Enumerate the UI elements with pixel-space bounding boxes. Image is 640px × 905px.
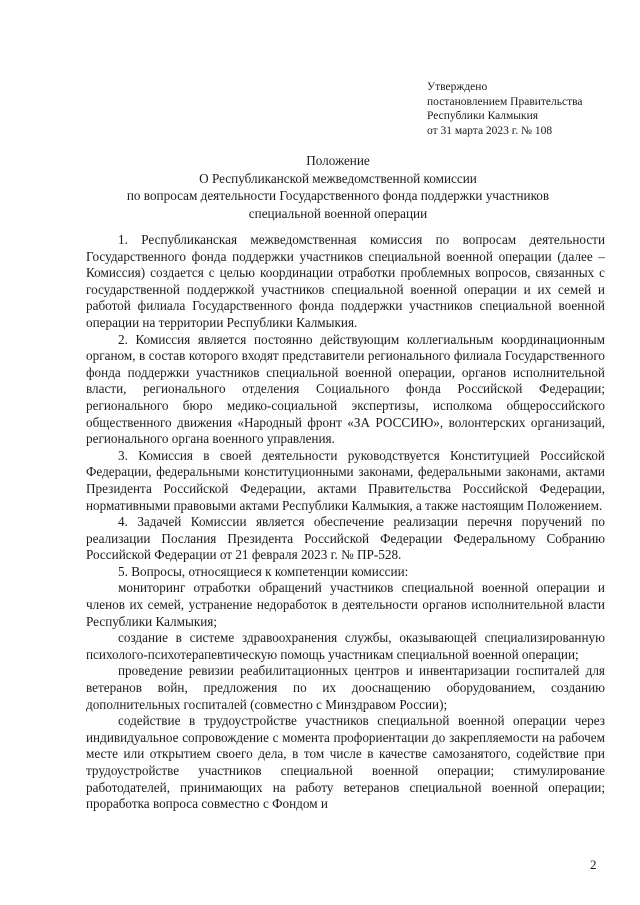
paragraph-hospitals: проведение ревизии реабилитационных центров и инвентаризации госпиталей для ветеранов войн, предложения по их дооснащению оборудованием, созданию дополнительных госпиталей (совместно с Минздравом России);	[86, 663, 605, 712]
paragraph-4: 4. Задачей Комиссии является обеспечение реализации перечня поручений по реализации Послания Президента Российской Федерации Федеральному Собранию Российской Федерации от 21 февраля 2023 г. № ПР-528.	[86, 514, 605, 563]
paragraph-2: 2. Комиссия является постоянно действующим коллегиальным координационным органом, в состав которого входят представители регионального филиала Государственного фонда поддержки участников специальной военной операции, органов исполнительной власти, регионального отделения Социального фонда Российской Федерации; регионального бюро медико-социальной экспертизы, исполкома общероссийского общественного движения «Народный фронт «ЗА РОССИЮ», волонтерских организаций, регионального органа военного управления.	[86, 331, 605, 447]
paragraph-employment: содействие в трудоустройстве участников специальной военной операции через индивидуальное сопровождение с момента профориентации до закрепляемости на рабочем месте или открытием своего дела, в том числе в качестве самозанятого, содействие при трудоустройстве участников специальной военной операции; стимулирование работодателей, принимающих на работу ветеранов специальной военной операции; проработка вопроса совместно с Фондом и	[86, 713, 605, 812]
title-line: по вопросам деятельности Государственного фонда поддержки участников	[126, 188, 550, 203]
approval-line: Утверждено	[427, 81, 488, 93]
paragraph-monitoring: мониторинг отработки обращений участников специальной военной операции и членов их семей, устранение недоработок в деятельности органов исполнительной власти Республики Калмыкия;	[86, 580, 605, 629]
title-line: О Республиканской межведомственной комиссии	[199, 170, 477, 186]
paragraph-healthcare: создание в системе здравоохранения службы, оказывающей специализированную психолого-психотерапевтическую помощь участникам специальной военной операции;	[86, 630, 605, 662]
page-number: 2	[590, 857, 597, 872]
approval-line: от 31 марта 2023 г. № 108	[427, 124, 553, 137]
approval-line: Республики Калмыкия	[427, 110, 539, 122]
document-title	[60, 152, 616, 222]
approval-line: постановлением Правительства	[427, 95, 583, 108]
paragraph-5: 5. Вопросы, относящиеся к компетенции комиссии:	[118, 563, 409, 579]
paragraph-1: 1. Республиканская межведомственная комиссия по вопросам деятельности Государственного фонда поддержки участников специальной военной операции (далее – Комиссия) создается с целью координации отработки проблемных вопросов, связанных с государственной поддержкой участников специальной военной операции и их семей и работой филиала Государственного фонда поддержки участников специальной военной операции на территории Республики Калмыкия.	[86, 232, 605, 330]
approval-stamp	[427, 80, 627, 138]
document-body	[86, 232, 605, 813]
title-heading: Положение	[306, 153, 370, 168]
paragraph-3: 3. Комиссия в своей деятельности руководствуется Конституцией Российской Федерации, федеральными конституционными законами, федеральными законами, актами Президента Российской Федерации, актами Правительства Российской Федерации, нормативными правовыми актами Республики Калмыкия, а также настоящим Положением.	[86, 447, 605, 513]
title-line: специальной военной операции	[248, 205, 428, 221]
